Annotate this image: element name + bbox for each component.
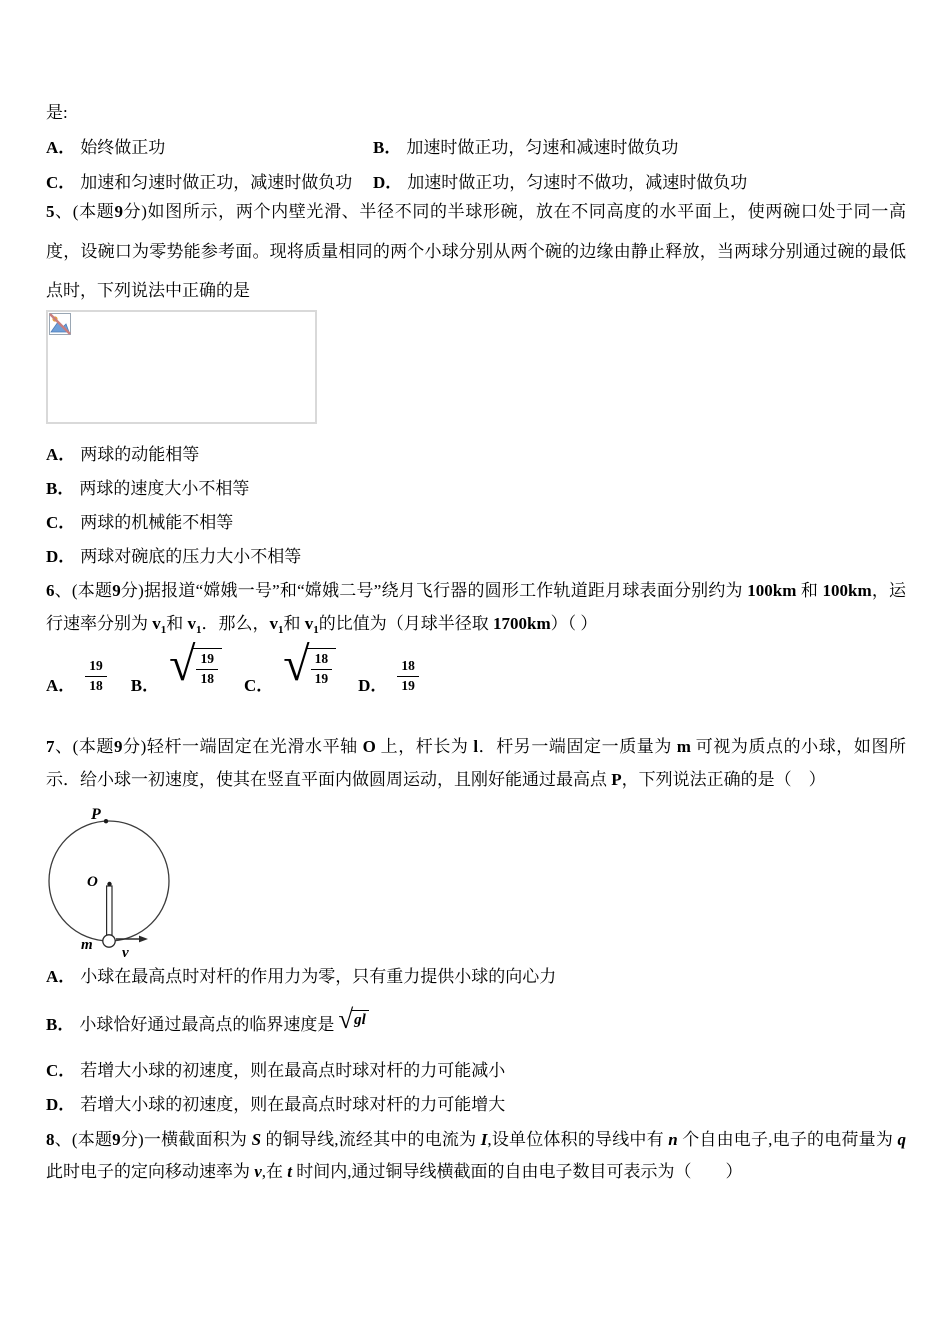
option-letter-d: D．: [358, 676, 388, 695]
option-text: 始终做正功: [80, 138, 166, 157]
option-text: 两球对碗底的压力大小不相等: [80, 547, 302, 566]
option-c: [46, 506, 906, 540]
question-7-options: [46, 960, 906, 1122]
fraction-19-18: $\frac{19}{18}$: [85, 659, 107, 694]
ball: [103, 935, 115, 947]
option-text: 加速时做正功，匀速时不做功，减速时做负功: [407, 173, 748, 192]
option-a: [46, 438, 906, 472]
radical-sign: √: [338, 1004, 354, 1034]
label-p: P: [91, 806, 101, 823]
option-text: 加速时做正功，匀速和减速时做负功: [406, 138, 679, 157]
option-letter: B．: [46, 479, 75, 498]
option-d: [46, 540, 906, 574]
option-letter: A．: [46, 138, 76, 157]
option-letter: D．: [46, 547, 76, 566]
rod: [107, 886, 112, 935]
question-5-options: [46, 438, 906, 574]
option-letter: A．: [46, 967, 76, 986]
option-letter: D．: [46, 1095, 76, 1114]
question-7-circle-diagram: [45, 806, 180, 961]
option-b: [46, 1000, 906, 1050]
option-text: 若增大小球的初速度，则在最高点时球对杆的力可能增大: [80, 1095, 506, 1114]
option-letter-a: A．: [46, 676, 76, 695]
option-text: 小球在最高点时对杆的作用力为零，只有重力提供小球的向心力: [80, 967, 557, 986]
option-letter-b: B．: [130, 676, 160, 695]
question-6-options: [46, 638, 906, 695]
option-b: [46, 472, 906, 506]
label-o: O: [87, 874, 98, 890]
option-letter-c: C．: [243, 676, 274, 695]
option-c: [46, 1054, 906, 1088]
option-letter: C．: [46, 173, 76, 192]
option-text: 两球的速度大小不相等: [79, 479, 250, 498]
option-text: 小球恰好通过最高点的临界速度是: [79, 1015, 335, 1034]
option-text: 加速和匀速时做正功，减速时做负功: [80, 173, 353, 192]
question-4-options: [46, 130, 906, 200]
option-letter: B．: [46, 1015, 75, 1034]
option-letter: C．: [46, 1061, 76, 1080]
option-b: [373, 130, 906, 165]
fraction-18-19: $\frac{18}{19}$: [397, 659, 419, 694]
option-text: 两球的机械能不相等: [80, 513, 234, 532]
option-letter: D．: [373, 173, 403, 192]
question-6-stem: 6、(本题9分)据报道“嫦娥一号”和“嫦娥二号”绕月飞行器的圆形工作轨道距月球表面分别约为 100km 和 100km，运行速率分别为 $v_1$和 $v_1$．那么，$v_1$和 $v_1$的比值为（月球半径取 1700km）（ ）: [46, 581, 907, 636]
question-5-figure-placeholder: [46, 310, 317, 424]
point-p-dot: [104, 819, 108, 823]
option-a: [46, 130, 373, 165]
radical-sign: √: [283, 638, 310, 691]
label-m: m: [81, 937, 93, 953]
sqrt-gl-formula: √ gl: [338, 1008, 369, 1030]
question-4-stem-tail: 是:: [46, 103, 68, 122]
question-8-stem: 8、(本题9分)一横截面积为 S 的铜导线,流经其中的电流为 I,设单位体积的导线中有 n 个自由电子,电子的电荷量为 q 此时电子的定向移动速率为 v,在 t 时间内,通过铜导线横截面的自由电子数目可表示为（ ）: [46, 1130, 906, 1181]
velocity-arrowhead: [139, 936, 148, 943]
broken-image-icon: [49, 313, 71, 335]
option-letter: B．: [373, 138, 402, 157]
question-7-stem: 7、(本题9分)轻杆一端固定在光滑水平轴 O 上，杆长为 l．杆另一端固定一质量为 m 可视为质点的小球，如图所示．给小球一初速度，使其在竖直平面内做圆周运动，且刚好能通过最高点 P，下列说法正确的是（ ）: [46, 737, 907, 789]
option-text: 两球的动能相等: [80, 445, 200, 464]
question-5-stem: 5、(本题9分)如图所示，两个内壁光滑、半径不同的半球形碗，放在不同高度的水平面上，使两碗口处于同一高度，设碗口为零势能参考面。现将质量相同的两个小球分别从两个碗的边缘由静止释放，当两球分别通过碗的最低点时，下列说法中正确的是: [46, 202, 906, 300]
option-letter: C．: [46, 513, 76, 532]
radical-sign: √: [169, 638, 196, 691]
option-d: [46, 1088, 906, 1122]
label-v: v: [122, 945, 129, 961]
sqrt-fraction-19-18: √ $\frac{19}{18}$: [169, 645, 222, 688]
option-letter: A．: [46, 445, 76, 464]
option-a: [46, 960, 906, 994]
option-text: 若增大小球的初速度，则在最高点时球对杆的力可能减小: [80, 1061, 506, 1080]
sqrt-fraction-18-19: √ $\frac{18}{19}$: [283, 645, 336, 688]
